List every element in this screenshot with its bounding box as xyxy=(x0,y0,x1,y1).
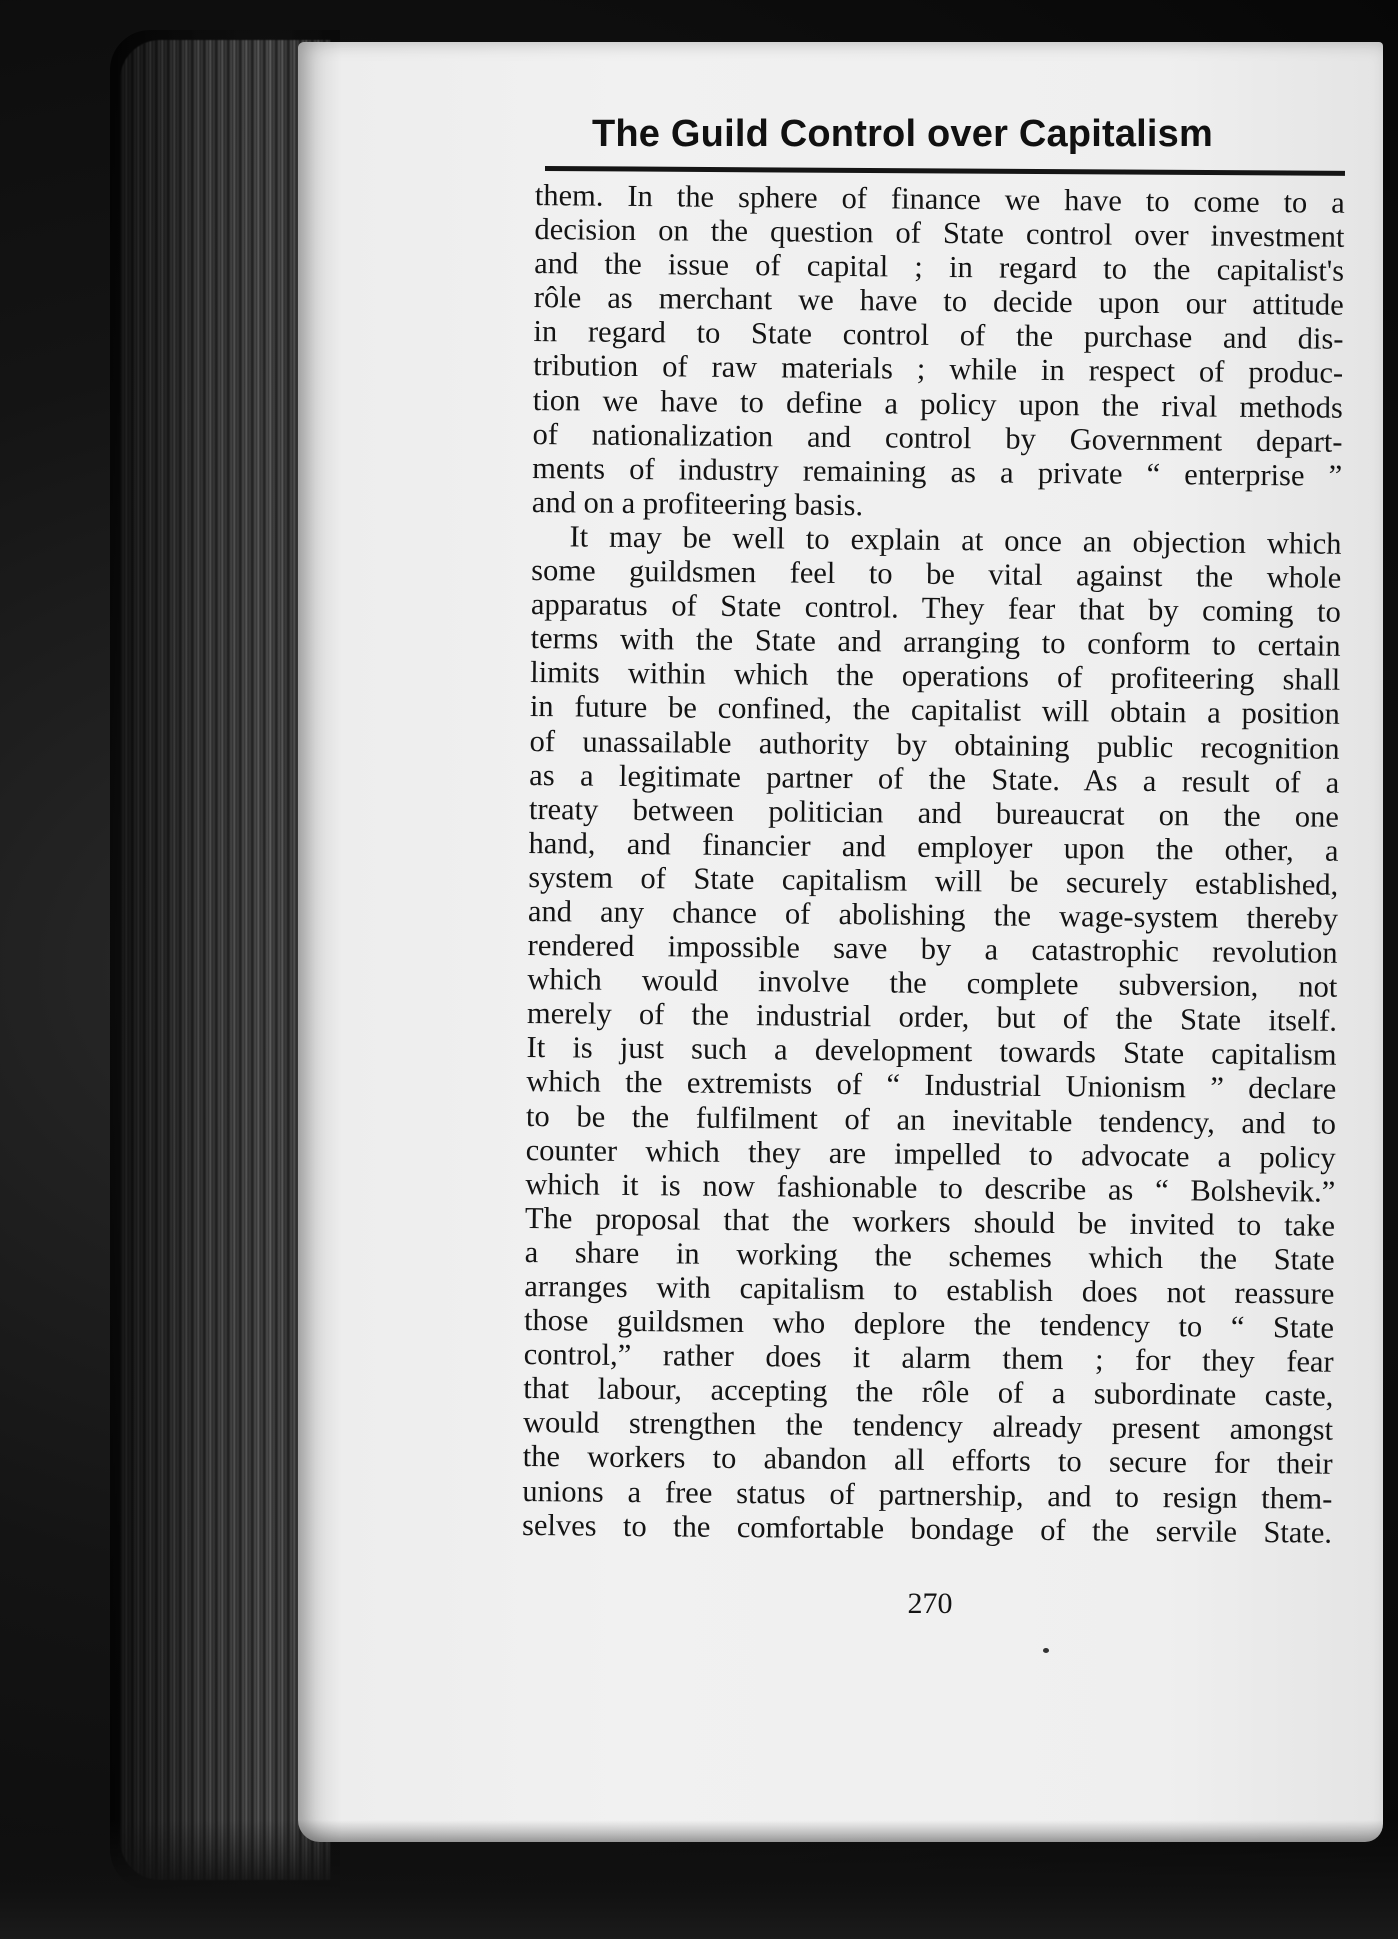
text-line: as a legitimate partner of the State. As a result of a xyxy=(529,757,1340,800)
text-line: tion we have to define a policy upon the rival methods xyxy=(532,382,1343,425)
body-text xyxy=(522,178,1345,1549)
text-line: would strengthen the tendency already present amongst xyxy=(522,1405,1334,1448)
text-line: them. In the sphere of finance we have to come to a xyxy=(534,178,1345,220)
text-line: arranges with capitalism to establish does not reassure xyxy=(524,1268,1335,1311)
text-line: decision on the question of State control over investment xyxy=(534,212,1345,254)
text-line: system of State capitalism will be securely established, xyxy=(528,859,1339,902)
text-line: rôle as merchant we have to decide upon our attitude xyxy=(533,280,1344,323)
paragraph xyxy=(532,178,1345,527)
text-line: control,” rather does it alarm them ; for they fear xyxy=(523,1337,1334,1379)
page-speck xyxy=(1043,1648,1049,1653)
text-line: and any chance of abolishing the wage-system thereby xyxy=(527,893,1339,936)
running-head: The Guild Control over Capitalism xyxy=(591,113,1213,155)
text-line: selves to the comfortable bondage of the servile State. xyxy=(521,1507,1333,1550)
text-line: treaty between politician and bureaucrat on the one xyxy=(528,791,1340,834)
text-line: which it is now fashionable to describe as “ Bolshevik.” xyxy=(525,1166,1336,1209)
text-line: The proposal that the workers should be invited to take xyxy=(524,1200,1336,1243)
text-line: ments of industry remaining as a private “ enterprise ” xyxy=(532,450,1343,493)
text-line: of nationalization and control by Government depart- xyxy=(532,416,1343,459)
text-line: unions a free status of partnership, and to resign them- xyxy=(522,1473,1333,1516)
text-line: some guildsmen feel to be vital against the whole xyxy=(531,553,1342,595)
text-line: tribution of raw materials ; while in respect of produc- xyxy=(533,348,1344,391)
text-line: which the extremists of “ Industrial Unionism ” declare xyxy=(526,1064,1337,1107)
text-line: the workers to abandon all efforts to secure for their xyxy=(522,1439,1333,1482)
text-line: It may be well to explain at once an objection which xyxy=(569,519,1342,561)
text-line: which would involve the complete subversion, not xyxy=(527,962,1338,1004)
text-line: in regard to State control of the purchase and dis- xyxy=(533,314,1344,357)
text-line: in future be confined, the capitalist will obtain a position xyxy=(529,689,1341,732)
text-line: rendered impossible save by a catastrophic revolution xyxy=(527,928,1338,970)
paragraph xyxy=(522,519,1342,1550)
text-line: limits within which the operations of profiteering shall xyxy=(530,655,1341,698)
text-line: a share in working the schemes which the State xyxy=(524,1234,1335,1277)
text-line: apparatus of State control. They fear that by coming to xyxy=(530,587,1342,629)
text-line: and on a profiteering basis. xyxy=(531,484,864,523)
text-line: It is just such a development towards State capitalism xyxy=(526,1030,1337,1073)
text-line: and the issue of capital ; in regard to the capitalist's xyxy=(534,246,1345,288)
text-line: hand, and financier and employer upon the other, a xyxy=(528,825,1339,868)
text-line: of unassailable authority by obtaining public recognition xyxy=(529,723,1340,766)
page-header xyxy=(545,110,1340,158)
text-line: that labour, accepting the rôle of a subordinate caste, xyxy=(523,1371,1334,1413)
text-line: those guildsmen who deplore the tendency to “ State xyxy=(523,1303,1335,1345)
text-line: to be the fulfilment of an inevitable tendency, and to xyxy=(525,1098,1337,1141)
text-line: counter which they are impelled to advocate a policy xyxy=(525,1132,1336,1175)
text-line: terms with the State and arranging to conform to certain xyxy=(530,621,1341,663)
page-number: 270 xyxy=(907,1587,953,1620)
text-line: merely of the industrial order, but of the State itself. xyxy=(526,996,1338,1038)
bottom-shadow xyxy=(0,1820,1398,1939)
